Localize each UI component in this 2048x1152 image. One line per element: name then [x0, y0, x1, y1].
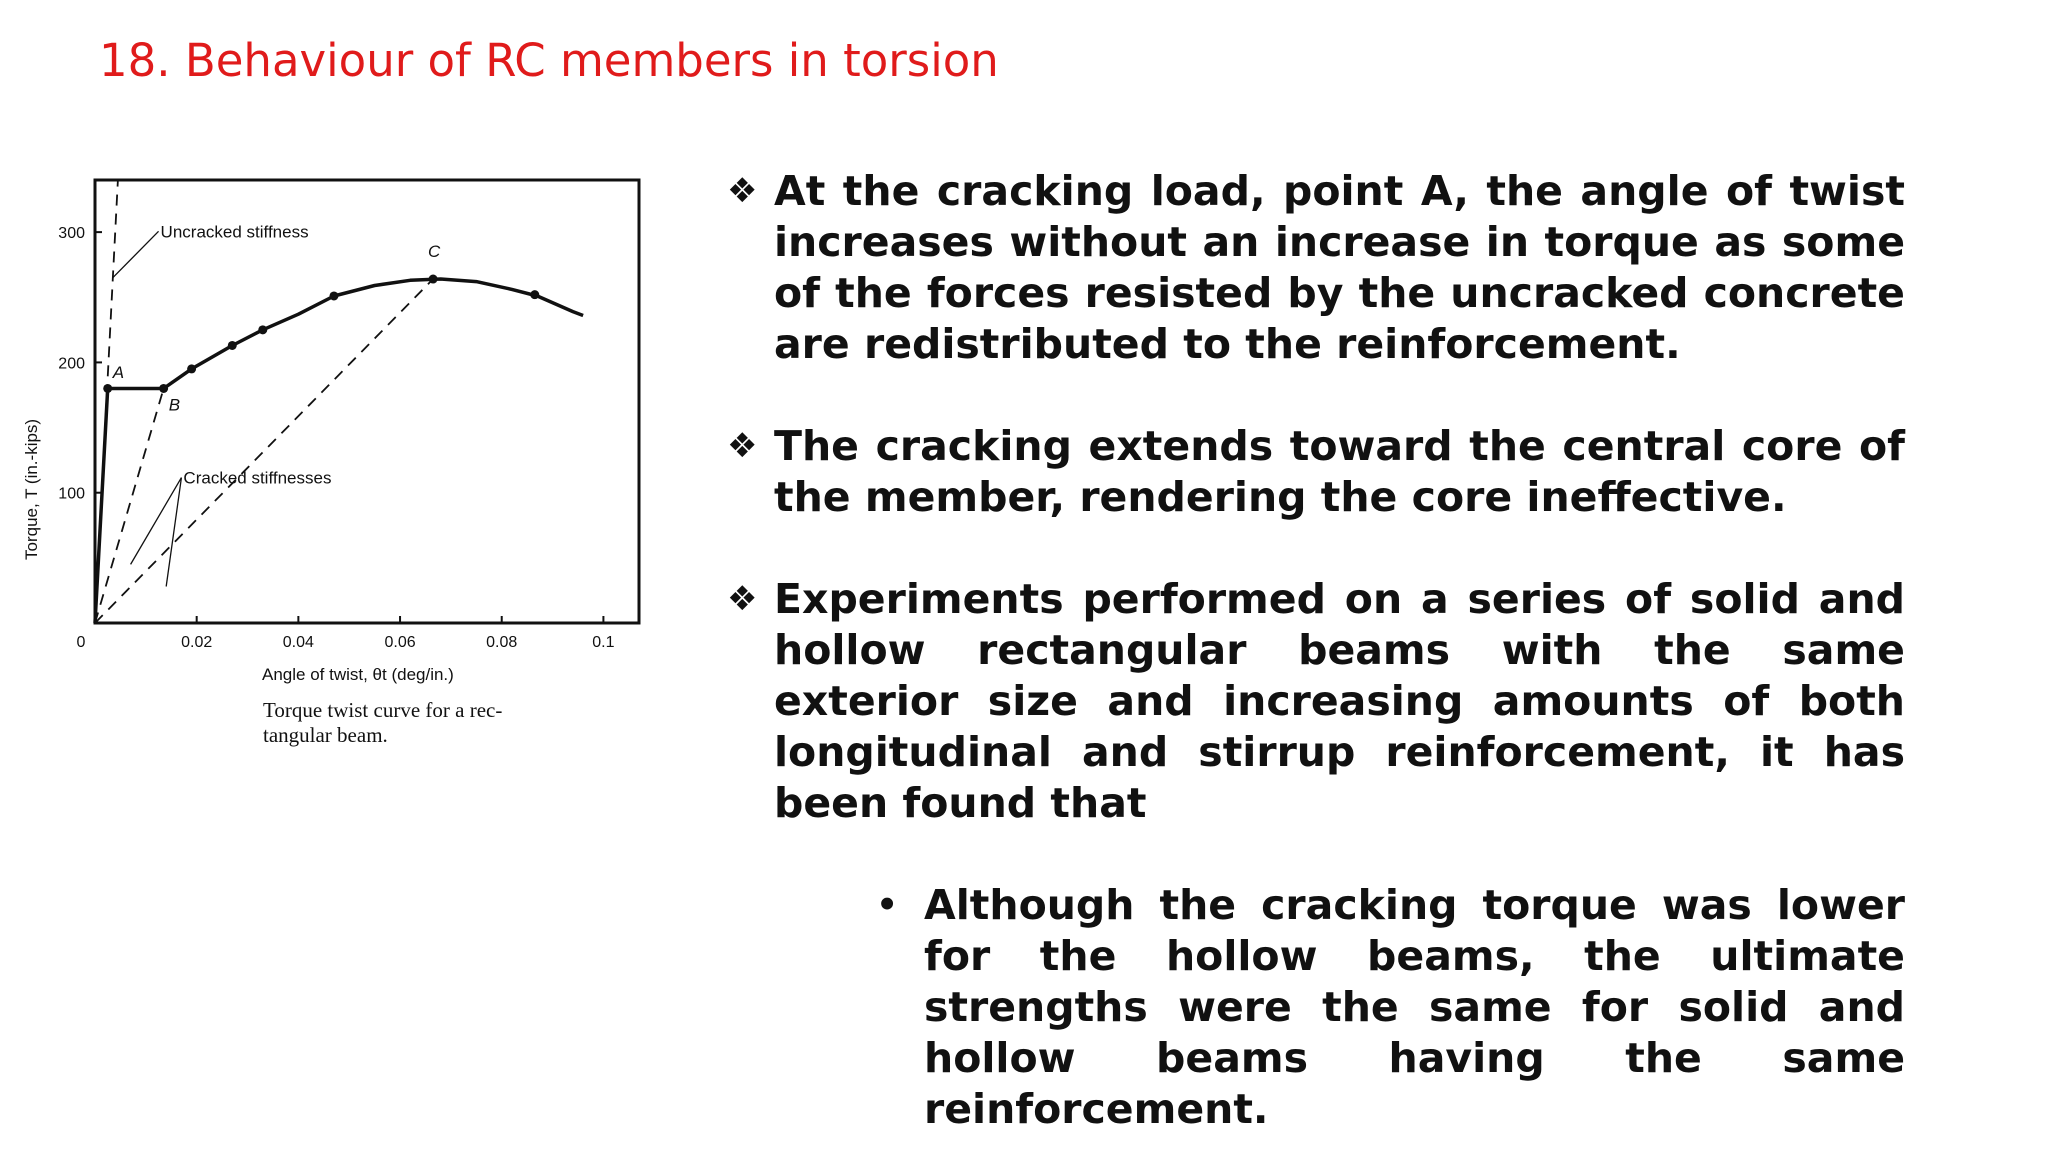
- annotation-leader: [131, 478, 182, 565]
- y-tick-label: 200: [58, 355, 85, 373]
- annotation-leader: [166, 478, 181, 587]
- slide-title: 18. Behaviour of RC members in torsion: [99, 34, 999, 87]
- torque-twist-chart: [0, 160, 680, 780]
- point-label: C: [428, 241, 441, 261]
- x-tick-label: 0.02: [181, 634, 213, 651]
- annotation-leader: [113, 231, 159, 277]
- bullet-text-3: Experiments performed on a series of solid and hollow rectangular beams with the same exterior size and increasing amounts of both longitudinal and stirrup reinforcement, it has been found that: [774, 575, 1905, 827]
- point-label: B: [168, 395, 181, 415]
- annotation-label: Uncracked stiffness: [160, 222, 309, 242]
- diamond-bullet-icon: ❖: [727, 171, 758, 211]
- x-tick-label: 0.04: [282, 634, 314, 651]
- data-point: [429, 275, 438, 284]
- caption-line-1: Torque twist curve for a rec-: [263, 698, 503, 722]
- data-point: [159, 384, 168, 393]
- caption-line-2: tangular beam.: [263, 723, 388, 747]
- y-tick-label: 100: [58, 485, 85, 503]
- point-label: A: [112, 363, 125, 383]
- dot-bullet-icon: •: [875, 881, 900, 929]
- data-point: [530, 290, 539, 299]
- data-point: [103, 384, 112, 393]
- y-tick-label: 300: [58, 225, 85, 243]
- bullet-text-1: At the cracking load, point A, the angle of twist increases without an increase in torque as some of the forces resisted by the uncracked concrete are redistributed to the reinforcement.: [774, 167, 1905, 368]
- figure-caption: [263, 698, 563, 748]
- bullet-paragraph-3: [727, 574, 1905, 829]
- data-point: [187, 364, 196, 373]
- data-point: [258, 325, 267, 334]
- sub-bullet-text: Although the cracking torque was lower for the hollow beams, the ultimate strengths were the same for solid and hollow beams having the same reinforcement.: [924, 881, 1905, 1133]
- bullet-paragraph-1: [727, 166, 1905, 370]
- data-point: [329, 291, 338, 300]
- diamond-bullet-icon: ❖: [727, 579, 758, 619]
- content-column: [727, 166, 1905, 1135]
- y-axis-label: Torque, T (in.-kips): [22, 418, 41, 560]
- x-tick-label: 0.06: [384, 634, 416, 651]
- data-point: [228, 341, 237, 350]
- x-tick-label: 0: [76, 634, 86, 651]
- x-tick-label: 0.1: [592, 634, 615, 651]
- sub-bullet-paragraph: [727, 880, 1905, 1135]
- bullet-paragraph-2: [727, 421, 1905, 523]
- x-tick-label: 0.08: [486, 634, 518, 651]
- torque-twist-figure: [0, 160, 680, 780]
- diamond-bullet-icon: ❖: [727, 426, 758, 466]
- bullet-text-2: The cracking extends toward the central core of the member, rendering the core ineffective.: [774, 422, 1905, 521]
- annotation-label: Cracked stiffnesses: [183, 468, 332, 488]
- x-axis-label: Angle of twist, θt (deg/in.): [262, 665, 454, 684]
